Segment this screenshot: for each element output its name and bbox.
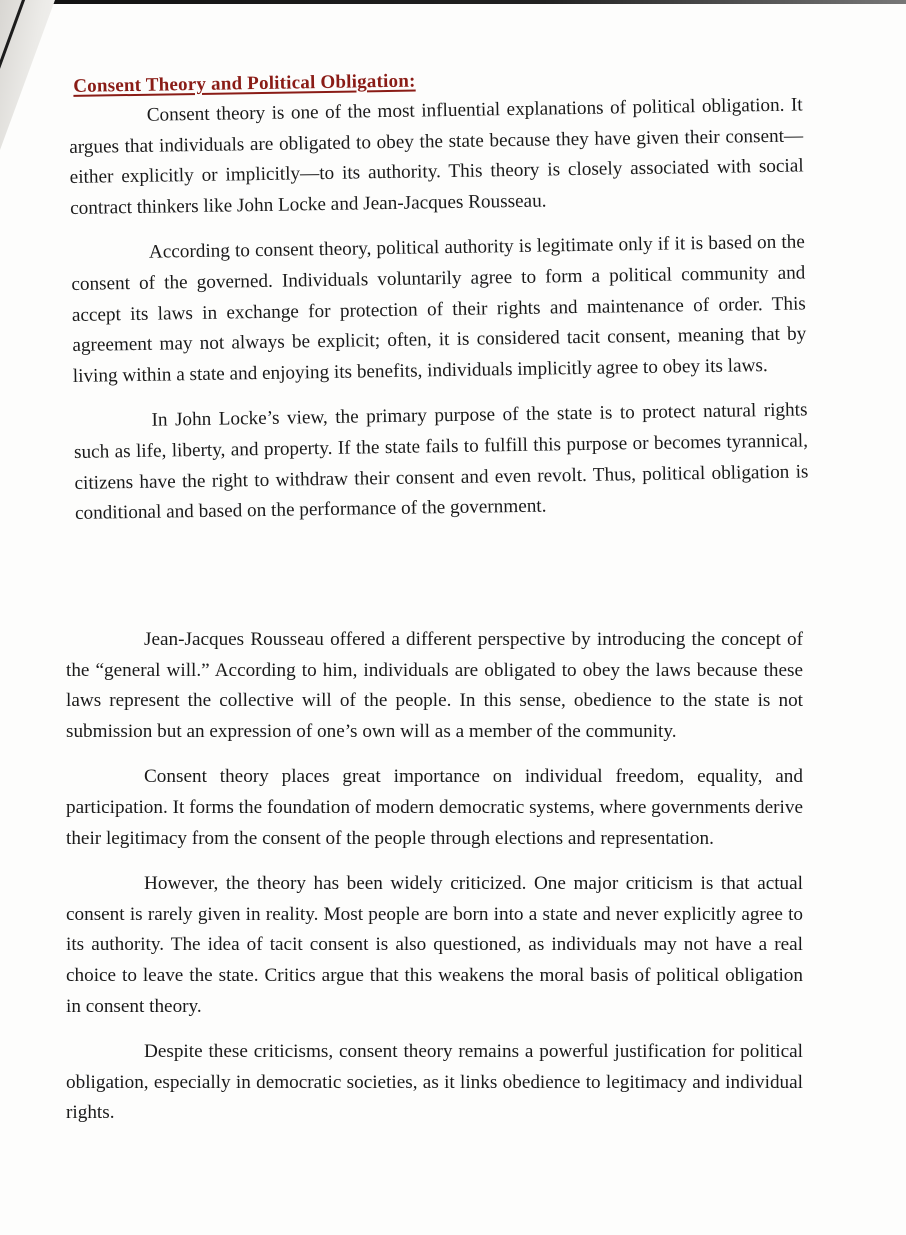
paragraph-locke: In John Locke’s view, the primary purpose of the state is to protect natural rights such as life, liberty, and property. If the state fails to fulfill this purpose or becomes tyrannical, citizens have the right to withdraw their consent and even revolt. Thus, political obligation is conditional and based on the performance of the government.: [73, 399, 809, 525]
paragraph-conclusion: Despite these criticisms, consent theory remains a powerful justification for political obligation, especially in democratic societies, as it links obedience to legitimacy and individual rights.: [66, 1041, 803, 1124]
paragraph-importance: Consent theory places great importance on individual freedom, equality, and participation. It forms the foundation of modern democratic systems, where governments derive their legitimacy from the consent of the people through elections and representation.: [66, 766, 803, 849]
paragraph-legitimacy: According to consent theory, political authority is legitimate only if it is based on the consent of the governed. Individuals voluntarily agree to form a political community and accept its laws in exchange for protection of their rights and maintenance of order. This agreement may not always be explicit; often, it is considered tacit consent, meaning that by living within a state and enjoying its benefits, individuals implicitly agree to obey its laws.: [71, 231, 807, 387]
document-upper: [68, 56, 809, 544]
document-lower: [66, 625, 803, 1144]
photo-top-edge: [0, 0, 906, 4]
paragraph-intro: Consent theory is one of the most influential explanations of political obligation. It argues that individuals are obligated to obey the state because they have given their consent—either explicitly or implicitly—to its authority. This theory is closely associated with social contract thinkers like John Locke and Jean-Jacques Rousseau.: [69, 94, 804, 219]
page-fold-shadow: [0, 0, 60, 160]
paragraph-criticism: However, the theory has been widely criticized. One major criticism is that actual consent is rarely given in reality. Most people are born into a state and never explicitly agree to its authority. The idea of tacit consent is also questioned, as individuals may not have a real choice to leave the state. Critics argue that this weakens the moral basis of political obligation in consent theory.: [66, 873, 803, 1017]
page-title: Consent Theory and Political Obligation:: [73, 70, 416, 97]
paragraph-rousseau: Jean-Jacques Rousseau offered a different perspective by introducing the concept of the “general will.” According to him, individuals are obligated to obey the laws because these laws represent the collective will of the people. In this sense, obedience to the state is not submission but an expression of one’s own will as a member of the community.: [66, 629, 803, 742]
